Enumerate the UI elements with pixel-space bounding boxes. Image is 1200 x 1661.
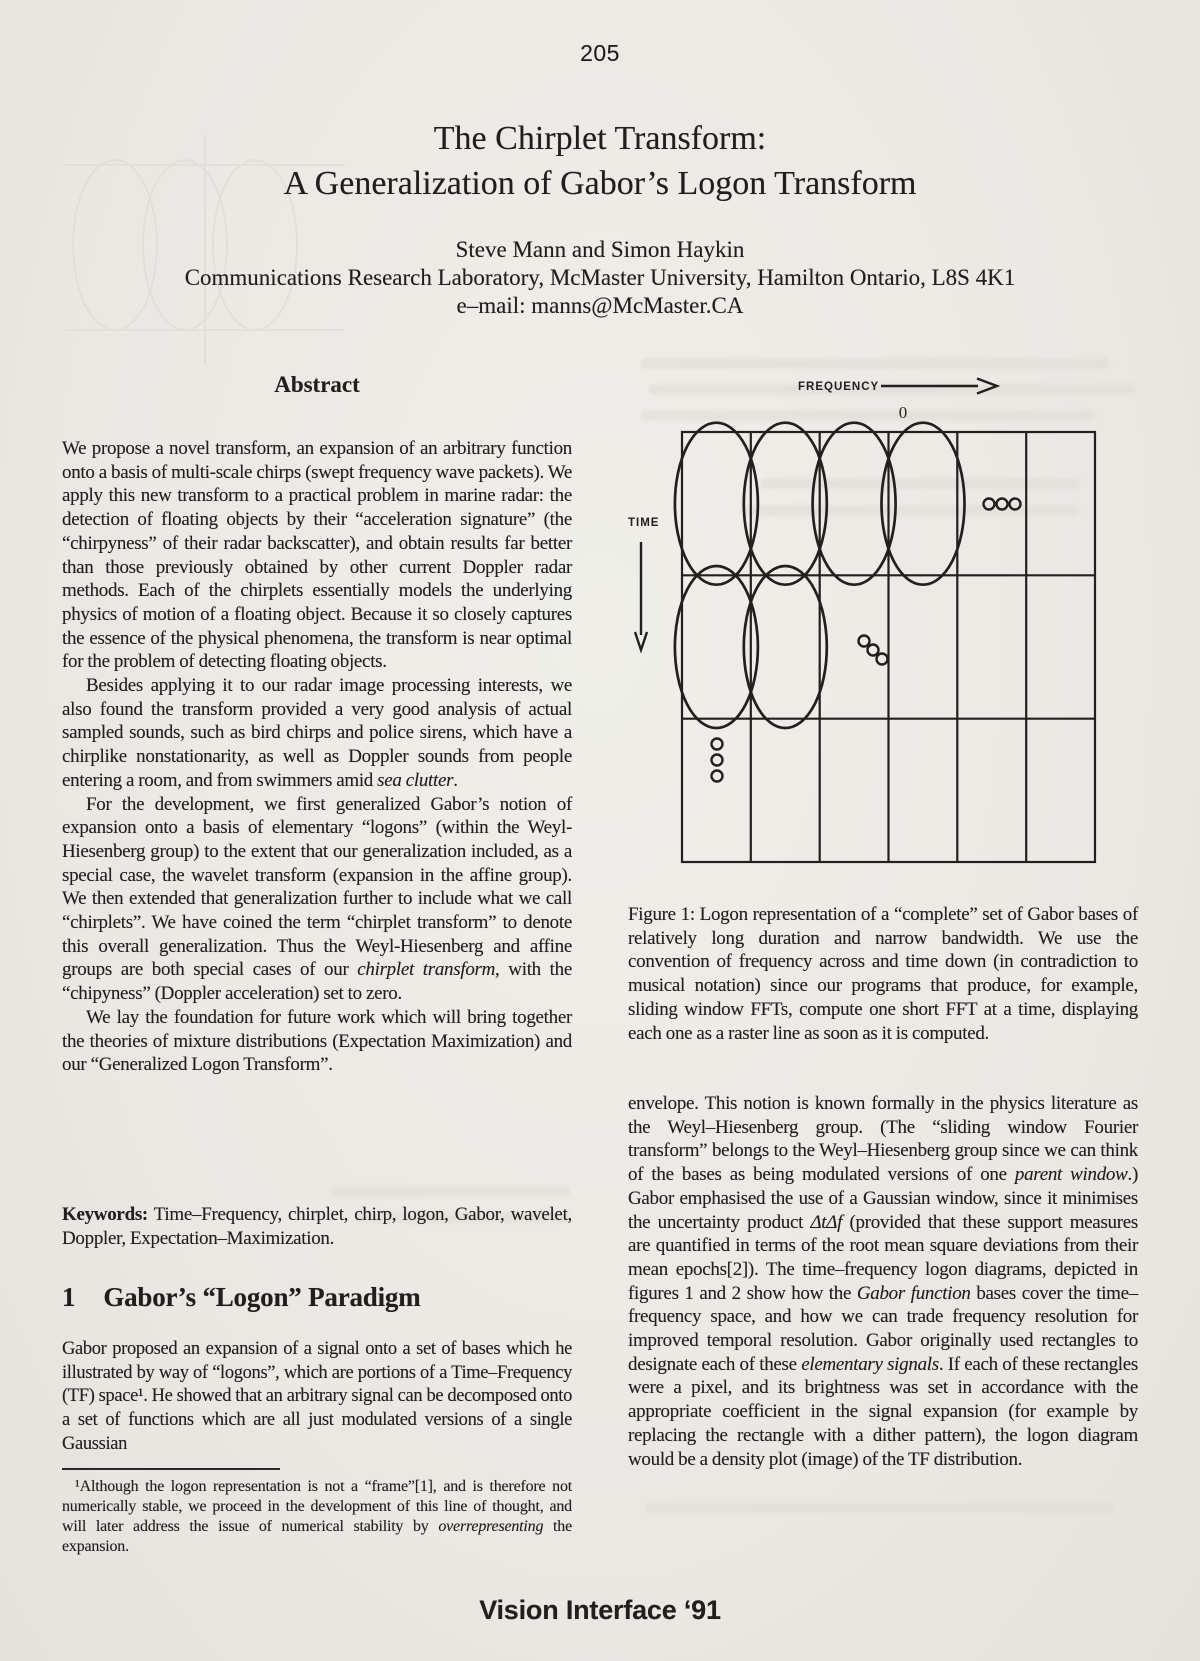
- section-title: Gabor’s “Logon” Paradigm: [103, 1282, 421, 1312]
- abstract-heading: Abstract: [274, 372, 360, 397]
- section-1-heading: [62, 1282, 572, 1313]
- abstract-paragraph-2: Besides applying it to our radar image processing interests, we also found the transform provided a very good analysis of actual sampled sounds, such as bird chirps and police sirens, which have a chirplike nonstationarity, as well as Doppler sounds from people entering a room, and from swimmers amid sea clutter.: [62, 675, 572, 791]
- footnote-block: [62, 1468, 572, 1557]
- logon-diagram: [628, 352, 1138, 902]
- authors-line: Steve Mann and Simon Haykin: [455, 237, 745, 262]
- continuation-dots-diagonal: [859, 636, 888, 665]
- footnote-text: ¹Although the logon representation is not a “frame”[1], and is therefore not numerically stable, we proceed in the development of this line of thought, and will later address the issue of numerical stability by overrepresenting the expansion.: [62, 1478, 572, 1555]
- page-number: 205: [580, 40, 620, 66]
- section-paragraph: Gabor proposed an expansion of a signal onto a set of bases which he illustrated by way of “logons”, which are portions of a Time–Frequency (TF) space¹. He showed that an arbitrary signal can be decomposed onto a set of functions which are all just modulated versions of a single Gaussian: [62, 1339, 572, 1454]
- keywords-block: [62, 1203, 572, 1250]
- footnote-rule: [62, 1468, 280, 1470]
- section-1-body: [62, 1338, 572, 1457]
- origin-zero-label: 0: [898, 403, 908, 422]
- conference-footer: Vision Interface ‘91: [479, 1595, 721, 1625]
- byline-block: [0, 236, 1200, 320]
- abstract-body: [62, 437, 572, 1077]
- keywords-label: Keywords:: [62, 1204, 148, 1225]
- frequency-axis-label: FREQUENCY: [798, 381, 880, 393]
- figure-1: [628, 352, 1138, 907]
- affiliation-line: Communications Research Laboratory, McMaster University, Hamilton Ontario, L8S 4K1: [184, 265, 1016, 290]
- figure-1-caption: Figure 1: Logon representation of a “complete” set of Gabor bases of relatively long duration and narrow bandwidth. We use the convention of frequency across and time down (in contradiction to musical notation) since our programs that produce, for example, sliding window FFTs, compute one short FFT at a time, displaying each one as a raster line as soon as it is computed.: [628, 904, 1138, 1044]
- paper-title-line-2: A Generalization of Gabor’s Logon Transform: [283, 165, 917, 202]
- section-number: 1: [62, 1282, 76, 1312]
- abstract-paragraph-3: For the development, we first generalized Gabor’s notion of expansion onto a basis of elementary “logons” (within the Weyl-Hiesenberg group) to the extent that our generalization included, as a special case, the wavelet transform (expansion in the affine group). We then extended that generalization further to include what we call “chirplets”. We have coined the term “chirplet transform” to denote this overall generalization. Thus the Weyl-Hiesenberg and affine groups are both special cases of our chirplet transform, with the “chipyness” (Doppler acceleration) set to zero.: [62, 793, 572, 1005]
- email-line: e–mail: manns@McMaster.CA: [456, 293, 744, 318]
- paper-header: [0, 116, 1200, 206]
- time-arrow: [635, 542, 647, 650]
- scan-bleedthrough-ghost: [645, 1502, 1115, 1513]
- paper-title-line-1: The Chirplet Transform:: [433, 120, 767, 157]
- body-continuation-paragraph: envelope. This notion is known formally in the physics literature as the Weyl–Hiesenberg group. (The “sliding window Fourier transform” belongs to the Weyl–Hiesenberg group since we can think of the bases as being modulated versions of one parent window.) Gabor emphasised the use of a Gaussian window, since it minimises the uncertainty product ΔtΔf (provided that these support measures are quantified in terms of the root mean square deviations from their mean epochs[2]). The time–frequency logon diagrams, depicted in figures 1 and 2 show how the Gabor function bases cover the time–frequency space, and how we can trade frequency resolution for improved temporal resolution. Gabor originally used rectangles to designate each of these elementary signals. If each of these rectangles were a pixel, and its brightness was set in accordance with the appropriate coefficient in the signal expansion (for example by replacing the rectangle with a dither pattern), the logon diagram would be a density plot (image) of the TF distribution.: [628, 1093, 1138, 1470]
- abstract-paragraph-4: We lay the foundation for future work which will bring together the theories of mixture distributions (Expectation Maximization) and our “Generalized Logon Transform”.: [62, 1006, 572, 1076]
- abstract-paragraph-1: We propose a novel transform, an expansion of an arbitrary function onto a basis of multi-scale chirps (swept frequency wave packets). We apply this new transform to a practical problem in marine radar: the detection of floating objects by their “acceleration signature” (the “chirpyness” of their radar backscatter), and obtain results far better than those previously obtained by other current Doppler radar methods. Each of the chirplets essentially models the underlying physics of motion of a floating object. Because it so closely captures the essence of the physical phenomena, the transform is near optimal for the problem of detecting floating objects.: [62, 438, 572, 673]
- time-axis-label: TIME: [628, 517, 660, 529]
- continuation-dots-vertical: [712, 739, 723, 782]
- continuation-dots-horizontal: [984, 499, 1021, 510]
- frequency-arrow: [881, 379, 997, 394]
- scan-bleedthrough-ghost: [330, 1186, 570, 1197]
- right-column-body: [628, 1092, 1138, 1471]
- keywords-text: Time–Frequency, chirplet, chirp, logon, Gabor, wavelet, Doppler, Expectation–Maximization.: [62, 1204, 572, 1249]
